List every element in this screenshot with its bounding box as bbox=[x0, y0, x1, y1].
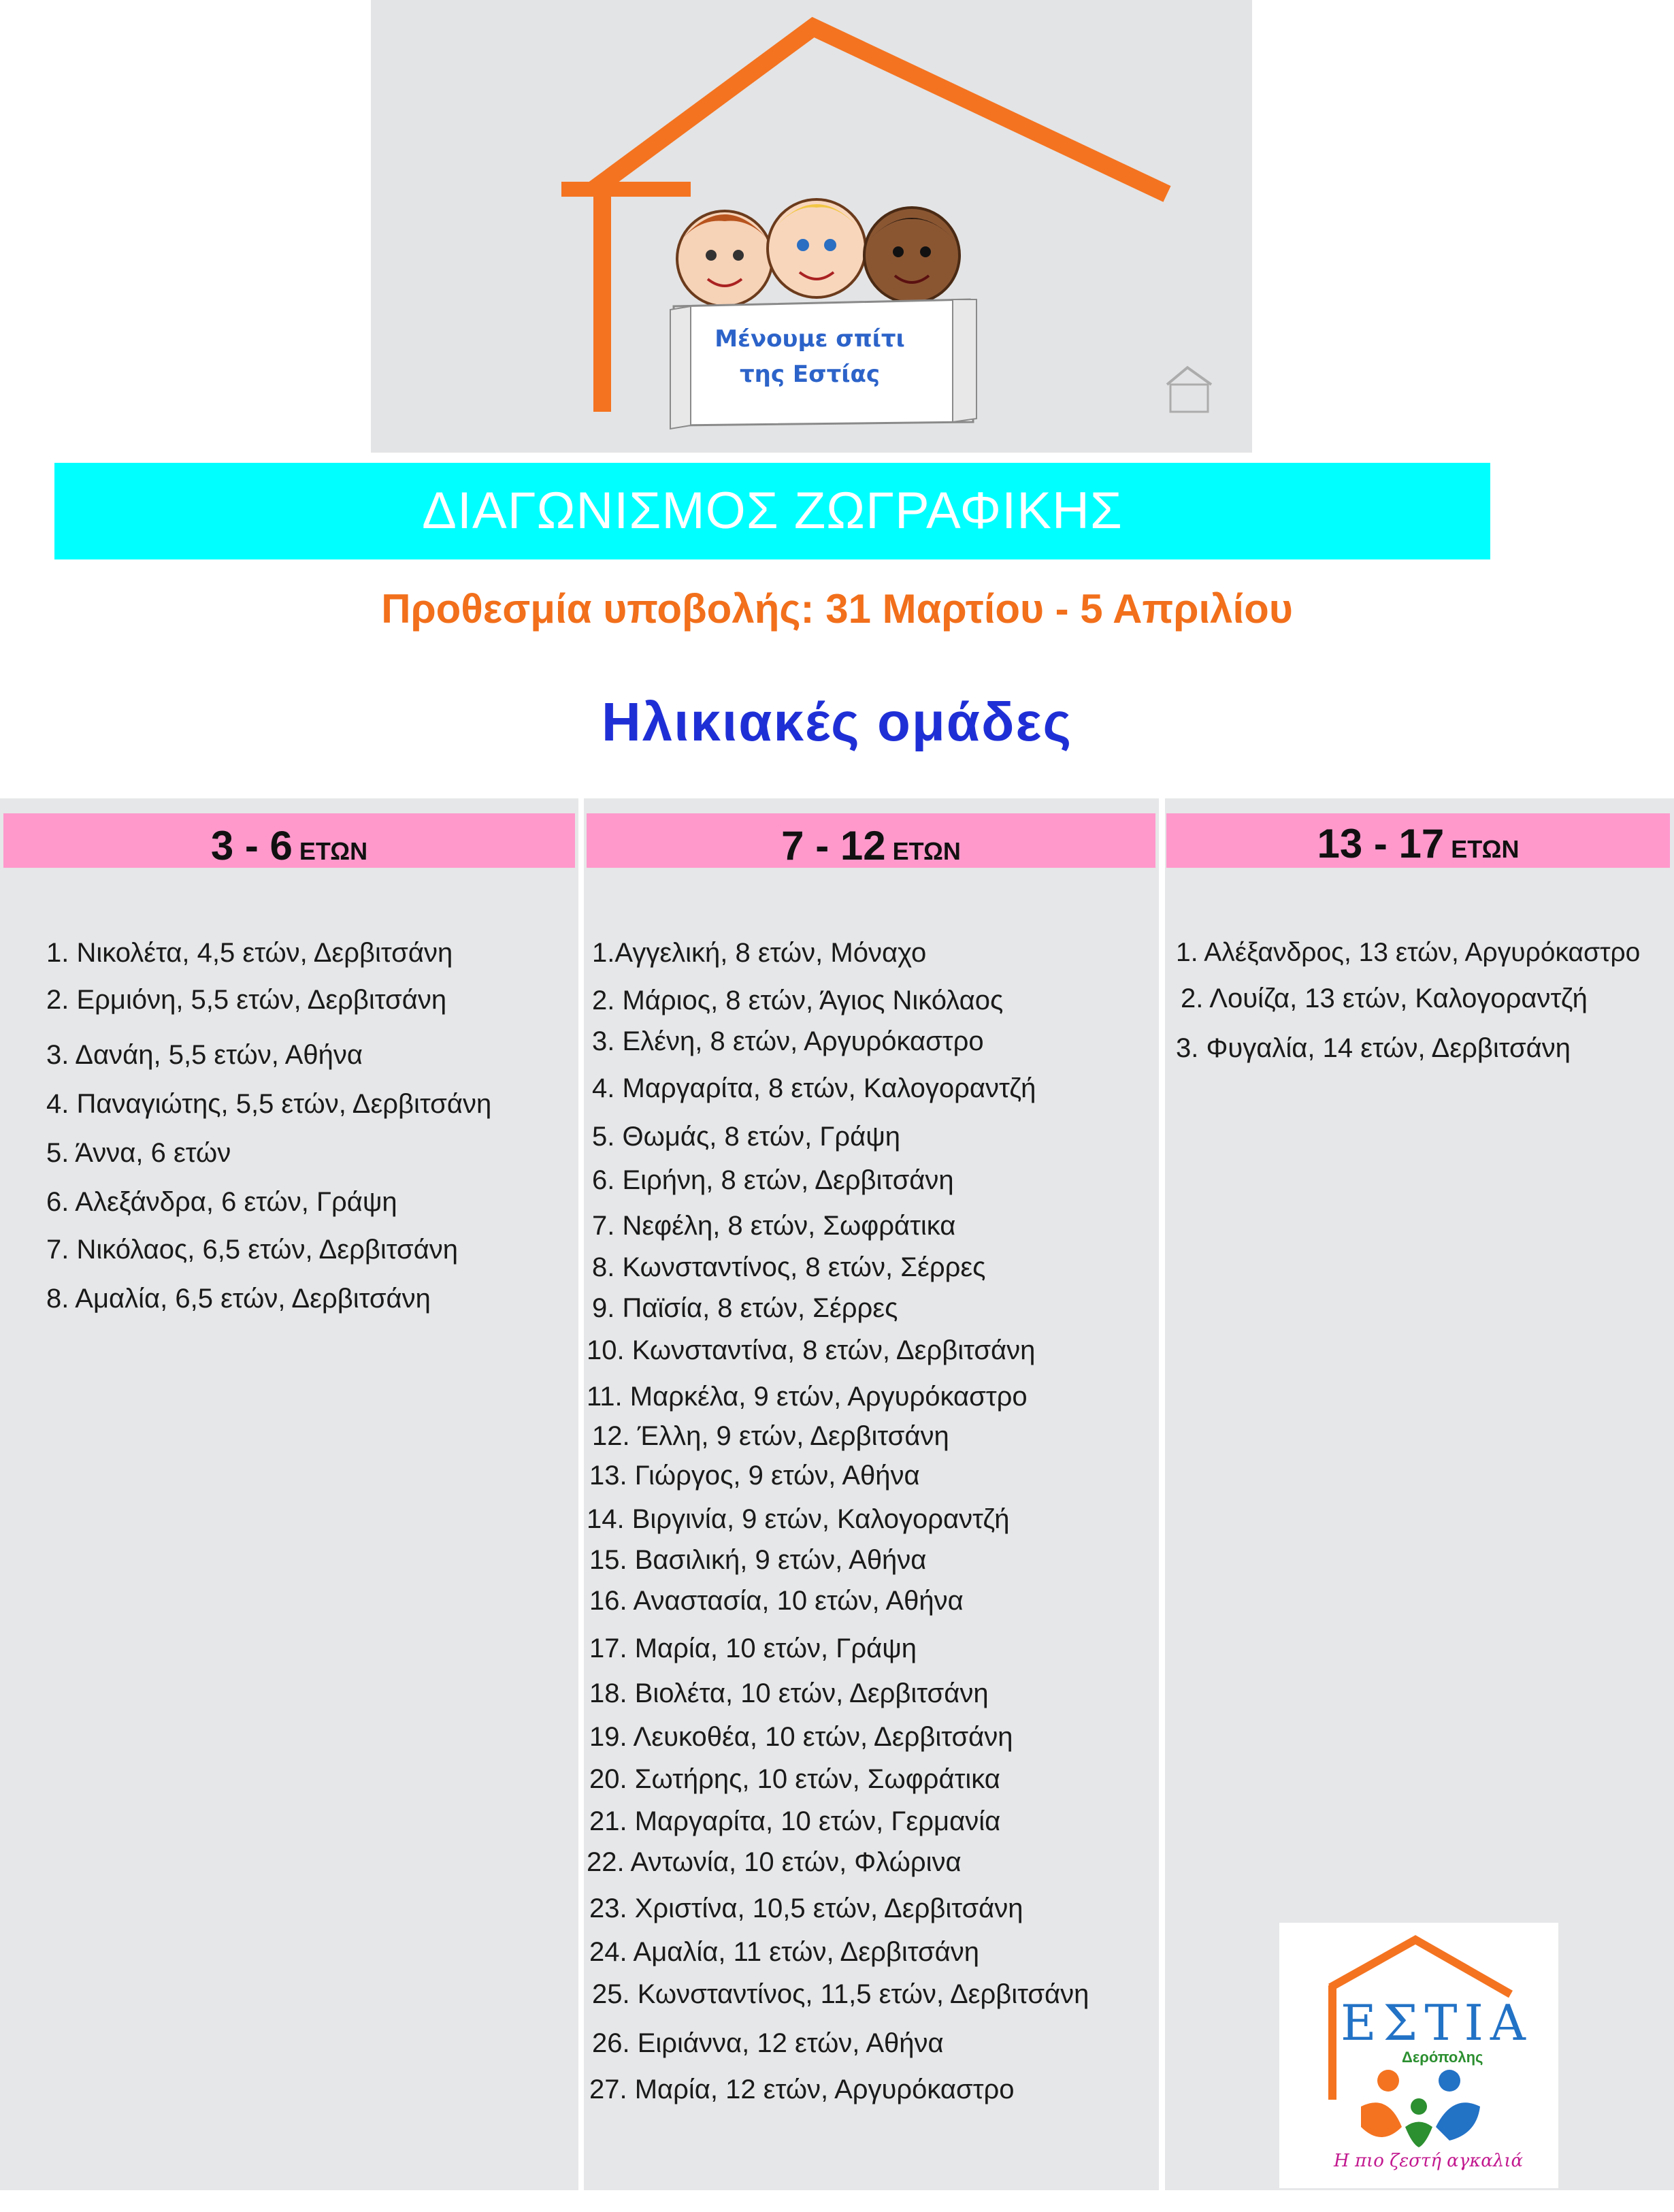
list-item: 26. Ειριάννα, 12 ετών, Αθήνα bbox=[592, 2028, 944, 2058]
list-item: 4. Παναγιώτης, 5,5 ετών, Δερβιτσάνη bbox=[46, 1089, 492, 1119]
list-item: 1. Αλέξανδρος, 13 ετών, Αργυρόκαστρο bbox=[1176, 938, 1641, 967]
children-drawing bbox=[677, 199, 959, 306]
page-title: ΔΙΑΓΩΝΙΣΜΟΣ ΖΩΓΡΑΦΙΚΗΣ bbox=[54, 463, 1490, 559]
list-item: 16. Αναστασία, 10 ετών, Αθήνα bbox=[589, 1586, 964, 1616]
list-item: 6. Ειρήνη, 8 ετών, Δερβιτσάνη bbox=[592, 1165, 954, 1195]
group-unit: ΕΤΩΝ bbox=[1451, 835, 1520, 863]
sign-line-2: της Εστίας bbox=[739, 361, 881, 388]
age-groups-heading: Ηλικιακές ομάδες bbox=[601, 692, 1073, 752]
list-item: 3. Ελένη, 8 ετών, Αργυρόκαστρο bbox=[592, 1026, 984, 1056]
list-item: 12. Έλλη, 9 ετών, Δερβιτσάνη bbox=[592, 1421, 949, 1451]
list-item: 2. Ερμιόνη, 5,5 ετών, Δερβιτσάνη bbox=[46, 985, 447, 1015]
deadline-text: Προθεσμία υποβολής: 31 Μαρτίου - 5 Απριλίου bbox=[381, 586, 1293, 632]
list-item: 23. Χριστίνα, 10,5 ετών, Δερβιτσάνη bbox=[589, 1893, 1023, 1923]
estia-stamp-icon bbox=[1167, 368, 1211, 412]
list-item: 6. Αλεξάνδρα, 6 ετών, Γράψη bbox=[46, 1187, 397, 1217]
list-item: 2. Μάριος, 8 ετών, Άγιος Νικόλαος bbox=[592, 986, 1004, 1015]
list-item: 25. Κωνσταντίνος, 11,5 ετών, Δερβιτσάνη bbox=[592, 1979, 1089, 2009]
list-item: 5. Άννα, 6 ετών bbox=[46, 1138, 231, 1168]
group-range: 7 - 12 bbox=[781, 823, 886, 868]
list-item: 7. Νεφέλη, 8 ετών, Σωφράτικα bbox=[592, 1211, 956, 1241]
logo-word: ΕΣΤΙΑ bbox=[1341, 1994, 1532, 2051]
list-item: 14. Βιργινία, 9 ετών, Καλογοραντζή bbox=[587, 1504, 1010, 1534]
list-item: 27. Μαρία, 12 ετών, Αργυρόκαστρο bbox=[589, 2075, 1015, 2104]
list-item: 13. Γιώργος, 9 ετών, Αθήνα bbox=[589, 1461, 920, 1491]
group-unit: ΕΤΩΝ bbox=[892, 837, 961, 865]
list-item: 22. Αντωνία, 10 ετών, Φλώρινα bbox=[587, 1847, 962, 1877]
list-item: 5. Θωμάς, 8 ετών, Γράψη bbox=[592, 1122, 901, 1152]
sign-line-1: Μένουμε σπίτι bbox=[715, 325, 905, 353]
list-item: 4. Μαργαρίτα, 8 ετών, Καλογοραντζή bbox=[592, 1073, 1036, 1103]
list-item: 9. Παϊσία, 8 ετών, Σέρρες bbox=[592, 1293, 898, 1323]
list-item: 20. Σωτήρης, 10 ετών, Σωφράτικα bbox=[589, 1764, 1000, 1794]
list-item: 24. Αμαλία, 11 ετών, Δερβιτσάνη bbox=[589, 1937, 980, 1967]
group-header-2 bbox=[587, 813, 1155, 868]
group-unit: ΕΤΩΝ bbox=[299, 837, 368, 865]
list-item: 21. Μαργαρίτα, 10 ετών, Γερμανία bbox=[589, 1806, 1001, 1836]
list-item: 11. Μαρκέλα, 9 ετών, Αργυρόκαστρο bbox=[587, 1382, 1028, 1412]
list-item: 2. Λουίζα, 13 ετών, Καλογοραντζή bbox=[1181, 983, 1588, 1013]
list-item: 10. Κωνσταντίνα, 8 ετών, Δερβιτσάνη bbox=[587, 1335, 1036, 1365]
list-item: 8. Κωνσταντίνος, 8 ετών, Σέρρες bbox=[592, 1252, 986, 1282]
group-range: 13 - 17 bbox=[1317, 821, 1445, 866]
group-header-1 bbox=[3, 813, 575, 868]
list-item: 3. Φυγαλία, 14 ετών, Δερβιτσάνη bbox=[1176, 1033, 1571, 1063]
list-item: 18. Βιολέτα, 10 ετών, Δερβιτσάνη bbox=[589, 1678, 989, 1708]
list-item: 3. Δανάη, 5,5 ετών, Αθήνα bbox=[46, 1040, 363, 1070]
logo-tagline: Η πιο ζεστή αγκαλιά bbox=[1334, 2151, 1524, 2171]
list-item: 1.Αγγελική, 8 ετών, Μόναχο bbox=[592, 938, 927, 968]
group-range: 3 - 6 bbox=[210, 823, 293, 868]
list-item: 15. Βασιλική, 9 ετών, Αθήνα bbox=[589, 1545, 927, 1575]
logo-city: Δερόπολης bbox=[1402, 2049, 1483, 2066]
list-item: 7. Νικόλαος, 6,5 ετών, Δερβιτσάνη bbox=[46, 1235, 459, 1265]
group-header-3 bbox=[1166, 813, 1670, 868]
list-item: 17. Μαρία, 10 ετών, Γράψη bbox=[589, 1633, 917, 1663]
list-item: 1. Νικολέτα, 4,5 ετών, Δερβιτσάνη bbox=[46, 938, 453, 968]
list-item: 19. Λευκοθέα, 10 ετών, Δερβιτσάνη bbox=[589, 1722, 1013, 1752]
list-item: 8. Αμαλία, 6,5 ετών, Δερβιτσάνη bbox=[46, 1284, 431, 1314]
estia-logo bbox=[1279, 1923, 1558, 2188]
